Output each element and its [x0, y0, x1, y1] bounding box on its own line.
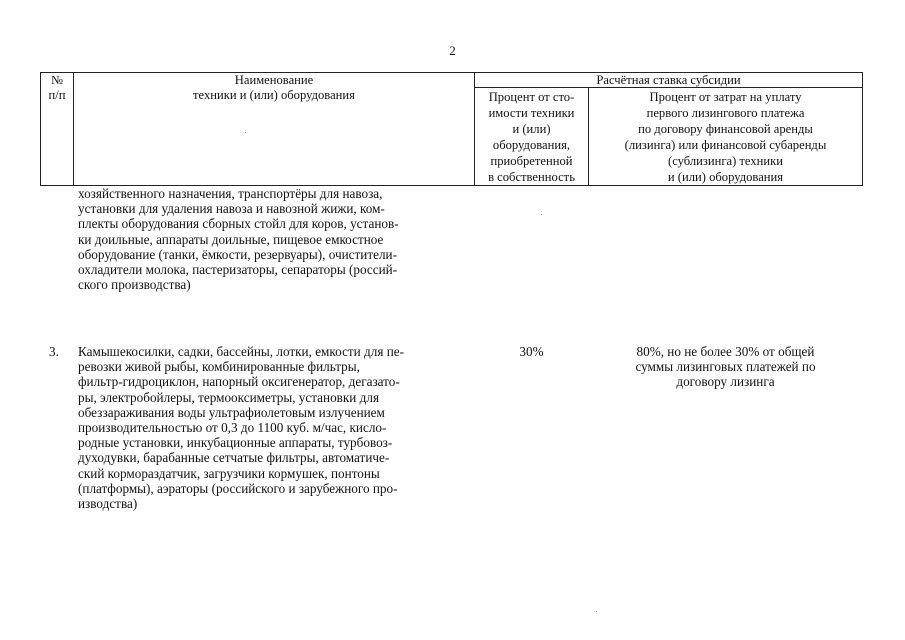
scan-speck	[541, 214, 542, 215]
header-lease-line: первого лизингового платежа	[646, 106, 805, 120]
name-line: ревозки живой рыбы, комбинированные фильтры,	[78, 359, 360, 375]
name-line: ский кормораздатчик, загрузчики кормушек, понтоны	[78, 465, 380, 481]
name-line: установки для удаления навоза и навозной жижи, ком-	[78, 201, 385, 217]
header-own-line: в собственность	[488, 170, 575, 184]
row-3-number: 3.	[49, 344, 59, 359]
page-number: 2	[449, 43, 456, 58]
row-3-own-percent: 30%	[519, 344, 544, 359]
header-own-line: имости техники	[488, 106, 575, 120]
name-line: обеззараживания воды ультрафиолетовым излучением	[78, 404, 385, 420]
header-no-line: №	[50, 73, 64, 87]
table-header	[40, 72, 863, 186]
header-own-label	[475, 89, 588, 185]
header-own-line: оборудования,	[492, 138, 571, 152]
header-rate-line: Расчётная ставка субсидии	[596, 73, 741, 87]
name-line: изводства)	[78, 496, 138, 512]
header-own-line: приобретенной	[490, 154, 573, 168]
name-line: охладители молока, пастеризаторы, сепараторы (россий-	[78, 262, 398, 278]
header-no-line: п/п	[48, 87, 66, 102]
name-line: фильтр-гидроциклон, напорный оксигенератор, дегазато-	[78, 374, 400, 390]
name-line: духодувки, барабанные сетчатые фильтры, автоматиче-	[78, 450, 390, 466]
lease-line: суммы лизинговых платежей по	[635, 359, 816, 375]
header-own-line: Процент от сто-	[488, 90, 575, 104]
name-line: хозяйственного назначения, транспортёры для навоза,	[78, 186, 383, 201]
name-line: оборудование (танки, ёмкости, резервуары), очистители-	[78, 246, 397, 262]
scan-speck	[245, 132, 246, 133]
name-line: производительностью от 0,3 до 1100 куб. м/час, кисло-	[78, 420, 387, 436]
row-continuation-name	[78, 186, 458, 292]
header-lease-label	[589, 89, 862, 185]
header-lease-line: Процент от затрат на уплату	[649, 90, 802, 104]
header-rate-label	[475, 73, 862, 88]
name-line: Камышекосилки, садки, бассейны, лотки, емкости для пе-	[78, 344, 404, 359]
header-lease-line: и (или) оборудования	[667, 170, 784, 184]
name-line: ского производства)	[78, 277, 191, 293]
header-own-line: и (или)	[512, 122, 551, 136]
header-lease-line: по договору финансовой аренды	[638, 122, 813, 136]
lease-line: 80%, но не более 30% от общей	[636, 344, 815, 359]
header-name-label	[74, 73, 474, 102]
name-line: ры, электробойлеры, термооксиметры, установки для	[78, 389, 380, 405]
row-3-name	[78, 344, 462, 511]
scan-speck	[596, 611, 597, 612]
header-lease-line: (лизинга) или финансовой субаренды	[624, 138, 827, 152]
row-3-lease-percent	[589, 344, 862, 390]
header-right-border	[862, 72, 863, 186]
header-name-line: техники и (или) оборудования	[193, 87, 355, 102]
header-lease-line: (сублизинга) техники	[668, 154, 783, 168]
header-name-line: Наименование	[234, 73, 314, 87]
name-line: ки доильные, аппараты доильные, пищевое емкостное	[78, 231, 384, 247]
name-line: родные установки, инкубационные аппараты, турбовоз-	[78, 435, 393, 451]
header-no-label	[41, 73, 73, 102]
lease-line: договору лизинга	[676, 374, 775, 390]
name-line: плекты оборудования сборных стойл для коров, установ-	[78, 216, 399, 232]
name-line: (платформы), аэраторы (российского и зарубежного про-	[78, 480, 398, 496]
